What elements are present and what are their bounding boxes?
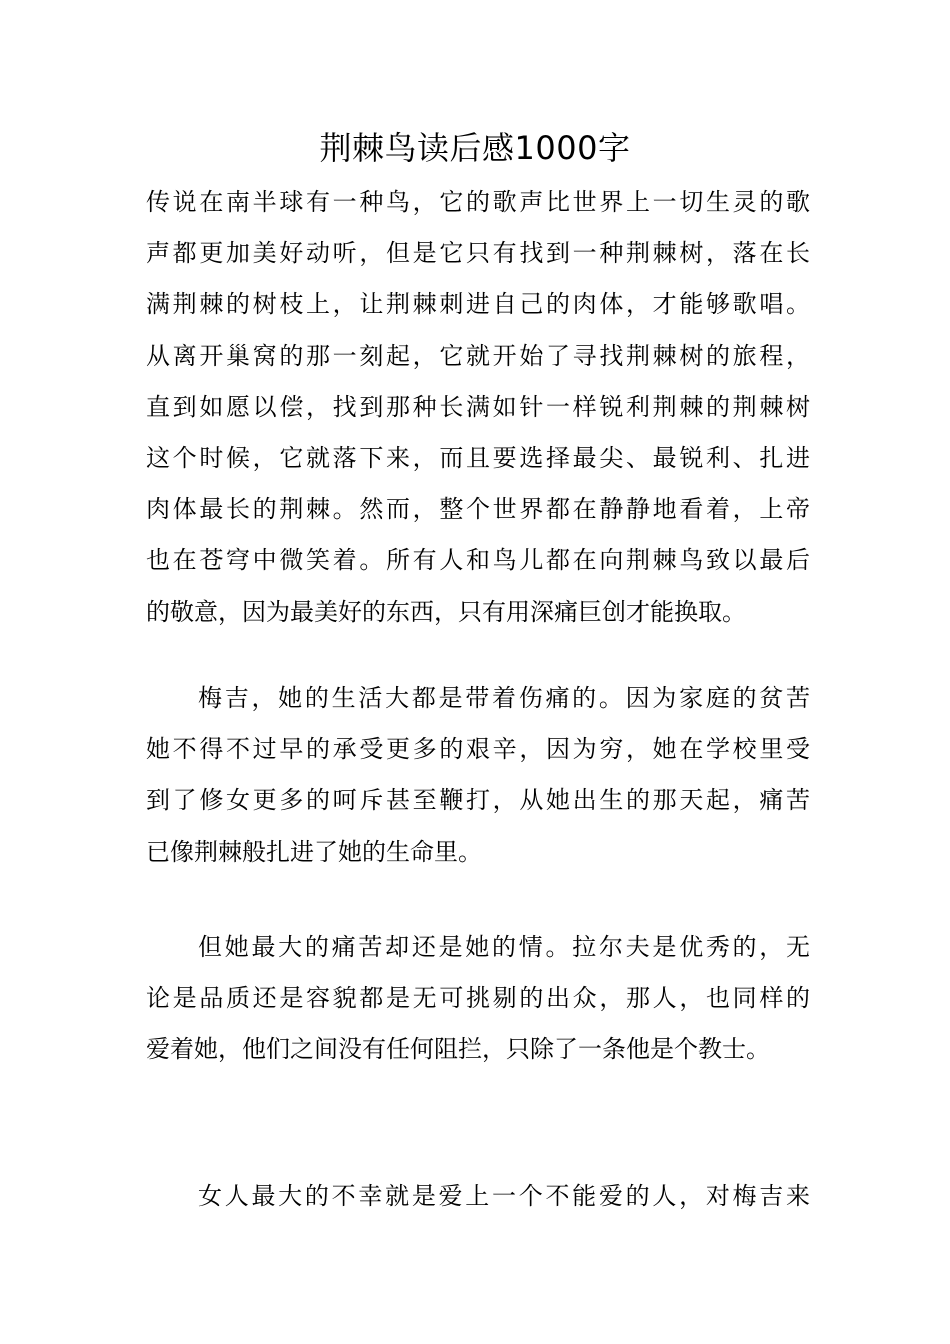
text-line: 这个时候，它就落下来，而且要选择最尖、最锐利、扎进	[146, 444, 810, 473]
text-line: 的敬意，因为最美好的东西，只有用深痛巨创才能换取。	[146, 597, 746, 626]
text-line: 爱着她，他们之间没有任何阻拦，只除了一条他是个教士。	[146, 1035, 770, 1064]
paragraph-legend-thorn-bird	[146, 177, 810, 638]
text-line: 女人最大的不幸就是爱上一个不能爱的人，对梅吉来	[198, 1182, 810, 1210]
text-line: 论是品质还是容貌都是无可挑剔的出众，那人，也同样的	[146, 984, 810, 1013]
text-line: 传说在南半球有一种鸟，它的歌声比世界上一切生灵的歌	[146, 188, 810, 216]
text-line: 从离开巢窝的那一刻起，它就开始了寻找荆棘树的旅程，	[146, 341, 810, 370]
text-line: 梅吉，她的生活大都是带着伤痛的。因为家庭的贫苦	[198, 684, 810, 712]
document-title: 荆棘鸟读后感1000字	[319, 129, 631, 167]
text-line: 她不得不过早的承受更多的艰辛，因为穷，她在学校里受	[146, 735, 810, 764]
paragraph-meggie-life	[146, 673, 810, 878]
text-line: 也在苍穹中微笑着。所有人和鸟儿都在向荆棘鸟致以最后	[146, 546, 810, 575]
text-line: 到了修女更多的呵斥甚至鞭打，从她出生的那天起，痛苦	[146, 786, 810, 815]
text-line: 直到如愿以偿，找到那种长满如针一样锐利荆棘的荆棘树	[146, 392, 810, 421]
text-line: 声都更加美好动听，但是它只有找到一种荆棘树，落在长	[146, 239, 810, 268]
paragraph-woman-misfortune	[146, 1171, 810, 1222]
paragraph-meggie-love	[146, 922, 810, 1076]
text-line: 已像荆棘般扎进了她的生命里。	[146, 837, 482, 866]
text-line: 但她最大的痛苦却还是她的情。拉尔夫是优秀的，无	[198, 933, 810, 961]
text-line: 满荆棘的树枝上，让荆棘刺进自己的肉体，才能够歌唱。	[146, 290, 810, 319]
text-line: 肉体最长的荆棘。然而，整个世界都在静静地看着，上帝	[146, 495, 810, 524]
